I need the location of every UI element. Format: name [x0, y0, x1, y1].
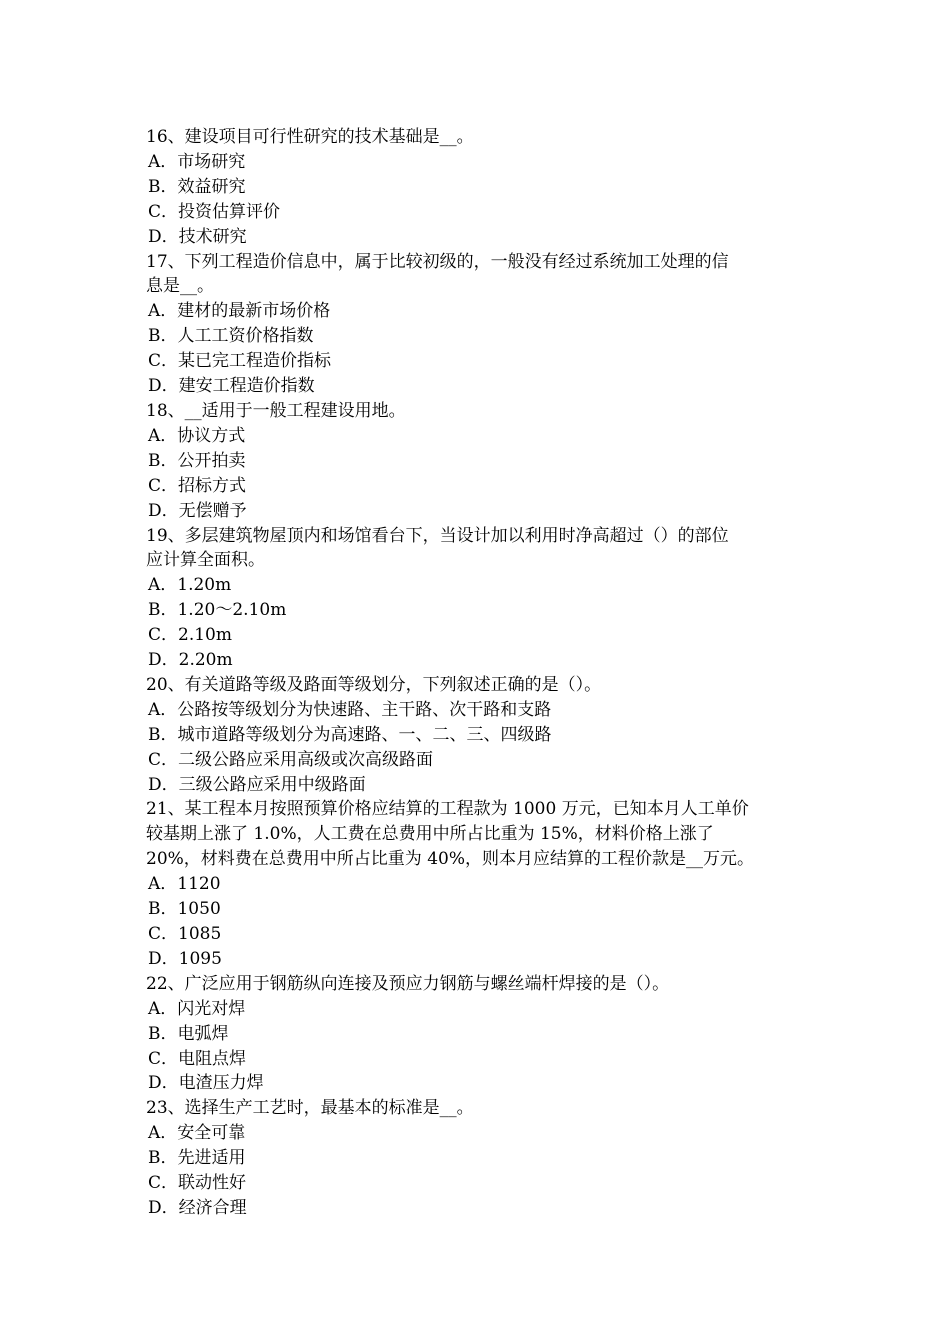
question-text: 20%，材料费在总费用中所占比重为 40%，则本月应结算的工程价款是__万元。 [146, 849, 754, 870]
question-text: 较基期上涨了 1.0%，人工费在总费用中所占比重为 15%，材料价格上涨了 [146, 824, 714, 845]
answer-option: A．公路按等级划分为快速路、主干路、次干路和支路 [148, 699, 552, 720]
answer-option: B．先进适用 [148, 1148, 246, 1169]
answer-option: D．建安工程造价指数 [148, 376, 315, 397]
question-text: 23、选择生产工艺时，最基本的标准是__。 [146, 1098, 474, 1119]
question-block [146, 797, 808, 971]
answer-option: D．技术研究 [148, 226, 247, 247]
answer-option: B．电弧焊 [148, 1023, 229, 1044]
question-text: 22、广泛应用于钢筋纵向连接及预应力钢筋与螺丝端杆焊接的是（）。 [146, 973, 670, 994]
question-text: 20、有关道路等级及路面等级划分，下列叙述正确的是（）。 [146, 674, 602, 695]
answer-option: B．效益研究 [148, 176, 246, 197]
answer-option: A．1.20m [148, 575, 232, 596]
answer-option: C．电阻点焊 [148, 1048, 247, 1069]
answer-option: C．某已完工程造价指标 [148, 351, 332, 372]
question-text: 19、多层建筑物屋顶内和场馆看台下，当设计加以利用时净高超过（）的部位 [146, 525, 729, 546]
question-text: 21、某工程本月按照预算价格应结算的工程款为 1000 万元，已知本月人工单价 [146, 799, 749, 820]
answer-option: B．人工工资价格指数 [148, 326, 314, 347]
answer-option: D．三级公路应采用中级路面 [148, 774, 366, 795]
answer-option: C．联动性好 [148, 1173, 247, 1194]
answer-option: A．协议方式 [148, 425, 246, 446]
answer-option: C．1085 [148, 924, 222, 944]
answer-option: D．2.20m [148, 650, 233, 671]
question-block [146, 524, 808, 673]
question-text: 息是__。 [146, 276, 214, 297]
question-block [146, 972, 808, 1097]
answer-option: A．1120 [148, 874, 221, 895]
question-block [146, 1096, 808, 1221]
answer-option: C．投资估算评价 [148, 201, 281, 222]
answer-option: D．经济合理 [148, 1197, 247, 1218]
question-block [146, 250, 808, 399]
answer-option: B．1050 [148, 899, 221, 920]
answer-option: B．城市道路等级划分为高速路、一、二、三、四级路 [148, 724, 552, 745]
question-block [146, 673, 808, 798]
answer-option: A．闪光对焊 [148, 998, 246, 1019]
question-text: 17、下列工程造价信息中，属于比较初级的，一般没有经过系统加工处理的信 [146, 251, 729, 272]
answer-option: B．公开拍卖 [148, 450, 246, 471]
answer-option: A．市场研究 [148, 151, 246, 172]
answer-option: A．安全可靠 [148, 1123, 246, 1144]
question-block [146, 399, 808, 524]
document-content [146, 125, 808, 1221]
answer-option: A．建材的最新市场价格 [148, 301, 331, 322]
question-text: 18、__适用于一般工程建设用地。 [146, 400, 406, 421]
answer-option: C．招标方式 [148, 475, 247, 496]
answer-option: C．二级公路应采用高级或次高级路面 [148, 749, 434, 770]
question-text: 应计算全面积。 [146, 550, 265, 571]
question-text: 16、建设项目可行性研究的技术基础是__。 [146, 127, 474, 147]
answer-option: C．2.10m [148, 625, 232, 646]
answer-option: D．无偿赠予 [148, 500, 247, 521]
answer-option: B．1.20～2.10m [148, 600, 287, 621]
answer-option: D．1095 [148, 948, 222, 969]
question-block [146, 125, 808, 250]
answer-option: D．电渣压力焊 [148, 1073, 264, 1094]
